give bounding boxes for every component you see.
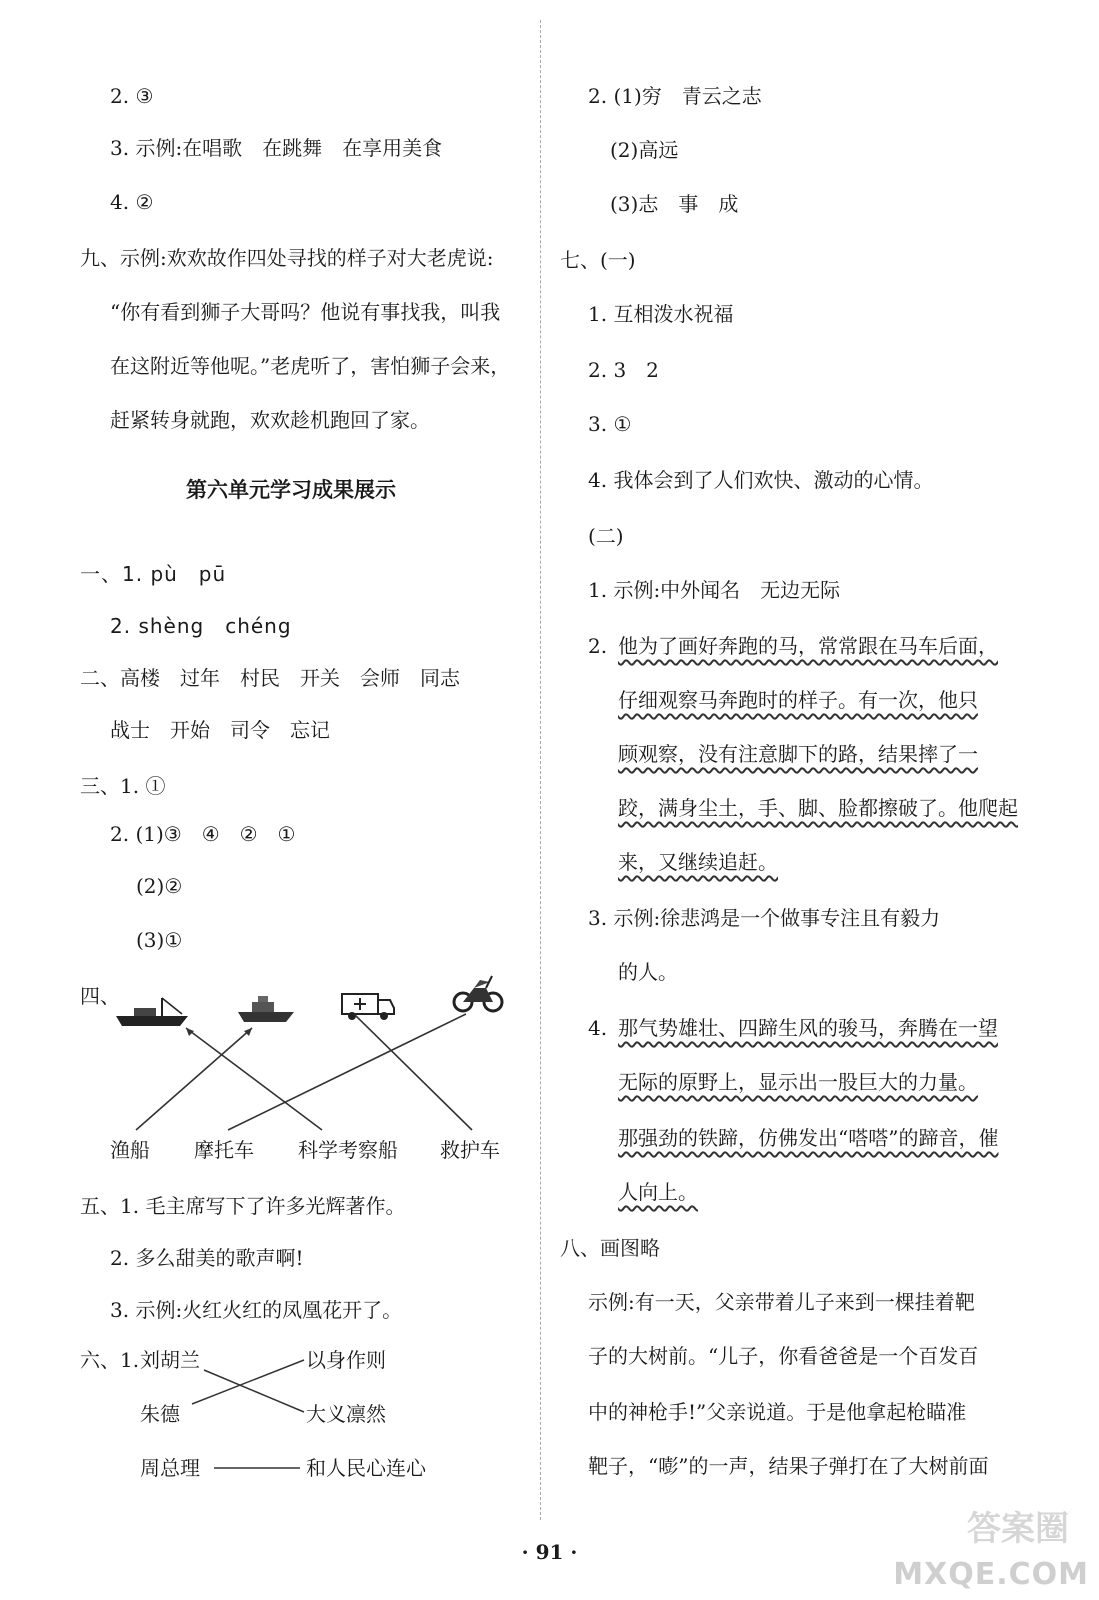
six-right-2: 大义凛然 [306,1402,386,1426]
answer-7b-2-line-3: 顾观察，没有注意脚下的路，结果摔了一 [618,742,978,766]
match-line [204,1370,304,1412]
answer-7b-2-line-2: 仔细观察马奔跑时的样子。有一次，他只 [618,688,978,712]
answer-3-2: 2. (1)③ ④ ② ① [110,822,296,846]
answer-7-4: 4. 我体会到了人们欢快、激动的心情。 [588,468,934,492]
answer-3-4: (3)① [136,928,183,952]
answer-7b-4-line-3: 那强劲的铁蹄，仿佛发出“嗒嗒”的蹄音，催 [618,1126,999,1150]
answer-1-1-text: 一、1. pù pū [80,562,227,586]
answer-8-example-line-3: 中的神枪手!”父亲说道。于是他拿起枪瞄准 [588,1400,967,1424]
word-fishing-boat: 渔船 [110,1138,150,1162]
six-left-1: 刘胡兰 [140,1348,200,1372]
answer-7-2: 2. 3 2 [588,358,659,382]
answer-7-part1: 七、(一) [560,248,636,272]
answer-8-2: 2. ③ [110,84,154,108]
word-motorcycle: 摩托车 [194,1138,254,1162]
answer-5-2: 2. 多么甜美的歌声啊! [110,1246,304,1270]
answer-7b-2-line-4: 跤，满身尘土，手、脚、脸都擦破了。他爬起 [618,796,1018,820]
watermark: MXQE.COM [893,1557,1089,1592]
answer-3-1: 三、1. ① [80,774,166,798]
answer-2-line-1: 二、高楼 过年 村民 开关 会师 同志 [80,666,460,690]
match-line [192,1360,304,1404]
six-left-2: 朱德 [140,1402,180,1426]
answer-8-example-line-4: 靶子，“嘭”的一声，结果子弹打在了大树前面 [588,1454,989,1478]
answer-7-3: 3. ① [588,412,632,436]
page-number: · 91 · [521,1540,578,1564]
answer-7b-2-num: 2. [588,634,608,658]
answer-3-3: (2)② [136,874,183,898]
answer-7b-2-line-1: 他为了画好奔跑的马，常常跟在马车后面， [618,634,998,658]
section-title: 第六单元学习成果展示 [186,477,396,502]
answer-7b-4-line-1: 那气势雄壮、四蹄生风的骏马，奔腾在一望 [618,1016,998,1040]
answer-5-1: 五、1. 毛主席写下了许多光辉著作。 [80,1194,406,1218]
answer-8-example-line-2: 子的大树前。“儿子，你看爸爸是一个百发百 [588,1344,979,1368]
answer-7b-3-line-2: 的人。 [618,960,678,984]
six-right-1: 以身作则 [306,1348,386,1372]
answer-7b-3-line-1: 3. 示例:徐悲鸿是一个做事专注且有毅力 [588,906,941,930]
six-right-3: 和人民心连心 [306,1456,426,1480]
answer-8: 八、画图略 [560,1236,660,1260]
watermark-cn: 答案圈 [967,1509,1069,1549]
six-left-3: 周总理 [140,1456,200,1480]
answer-r-2-1: 2. (1)穷 青云之志 [588,84,762,108]
answer-7-1: 1. 互相泼水祝福 [588,302,734,326]
answer-7b-2-line-5: 来，又继续追赶。 [618,850,778,874]
answer-1-2-text: 2. shèng chéng [110,614,292,638]
answer-9-line-2: “你有看到狮子大哥吗？他说有事找我，叫我 [110,300,501,324]
answer-7b-1: 1. 示例:中外闻名 无边无际 [588,578,841,602]
answer-7b-4-num: 4. [588,1016,608,1040]
answer-4-label: 四、 [80,984,120,1008]
answer-7b-4-line-2: 无际的原野上，显示出一股巨大的力量。 [618,1070,978,1094]
answer-9-line-3: 在这附近等他呢。”老虎听了，害怕狮子会来， [110,354,511,378]
answer-6-label: 六、1. [80,1348,140,1372]
answer-5-3: 3. 示例:火红火红的凤凰花开了。 [110,1298,403,1322]
answer-r-2-3: (3)志 事 成 [610,192,739,216]
answer-8-4: 4. ② [110,190,154,214]
answer-8-3: 3. 示例:在唱歌 在跳舞 在享用美食 [110,136,443,160]
answer-7b-4-line-4: 人向上。 [618,1180,698,1204]
answer-9-line-1: 九、示例:欢欢故作四处寻找的样子对大老虎说: [80,246,494,270]
answer-9-line-4: 赶紧转身就跑，欢欢趁机跑回了家。 [110,408,430,432]
word-research-ship: 科学考察船 [298,1138,398,1162]
answer-8-example-line-1: 示例:有一天，父亲带着儿子来到一棵挂着靶 [588,1290,975,1314]
word-ambulance: 救护车 [440,1138,500,1162]
answer-7-part2: (二) [588,524,624,548]
answer-2-line-2: 战士 开始 司令 忘记 [110,718,330,742]
answer-r-2-2: (2)高远 [610,138,679,162]
